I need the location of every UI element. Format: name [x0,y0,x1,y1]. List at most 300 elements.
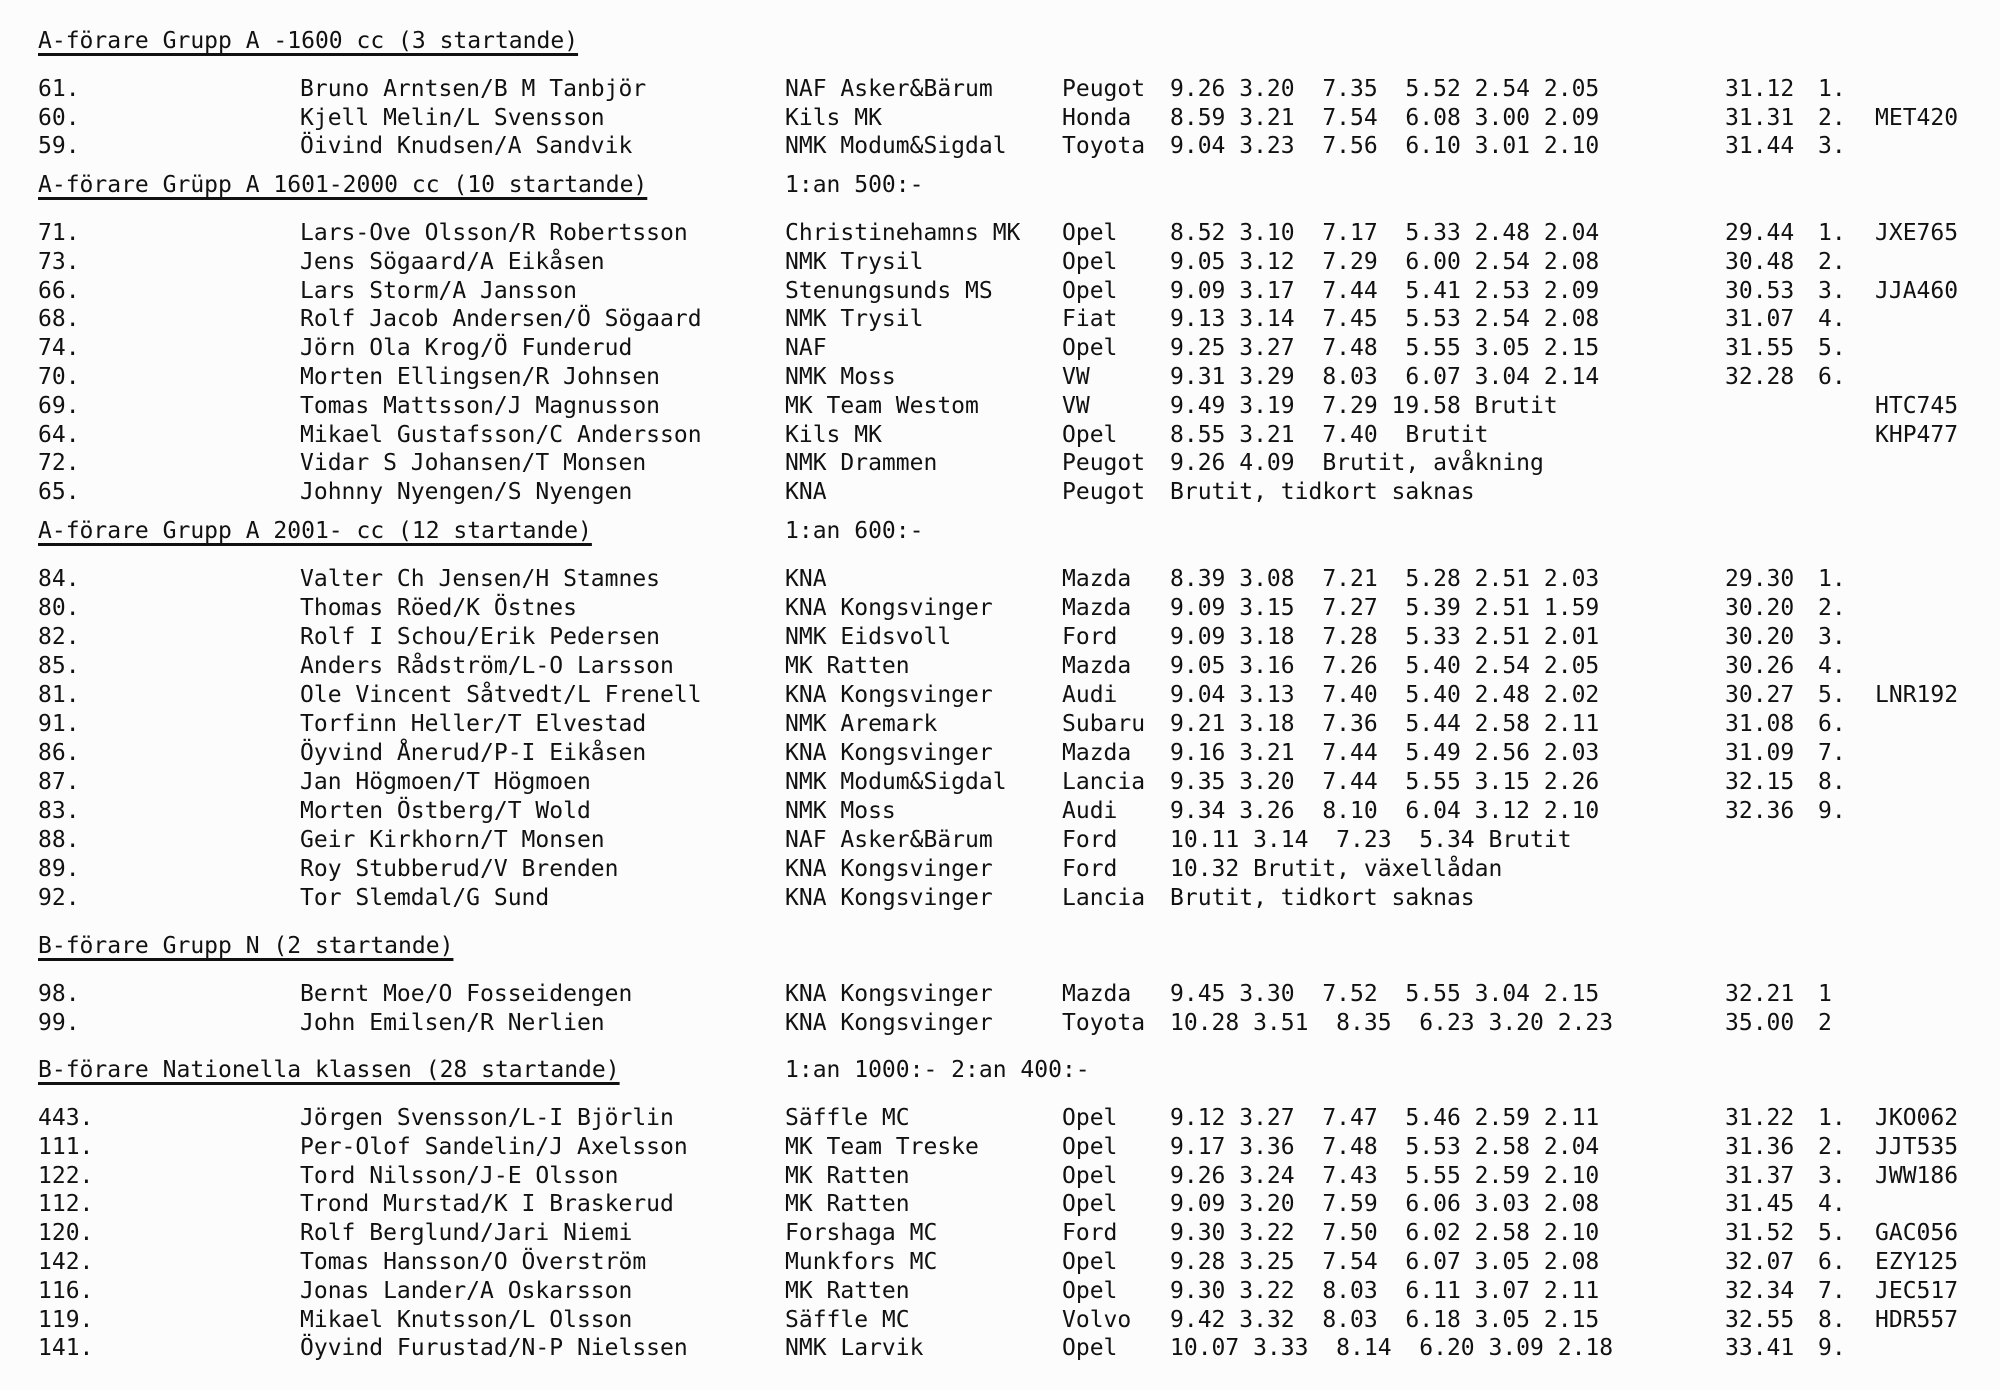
club: KNA [785,566,827,592]
total-time: 30.20 [1725,595,1795,621]
club: KNA Kongsvinger [785,682,993,708]
car-make: Toyota [1062,1009,1146,1036]
club: NMK Modum&Sigdal [785,133,1007,159]
result-row [0,1307,2000,1335]
crew-names: Per-Olof Sandelin/J Axelsson [300,1133,688,1160]
total-time: 32.34 [1725,1277,1795,1304]
car-make: Mazda [1062,566,1132,592]
club: Forshaga MC [785,1220,938,1247]
placing: 2. [1818,248,1846,275]
placing: 8. [1818,769,1846,795]
total-time: 31.07 [1725,306,1795,333]
section-header [38,28,578,58]
crew-names: Jonas Lander/A Oskarsson [300,1277,633,1304]
registration: JJA460 [1875,277,1959,304]
crew-names: Thomas Röed/K Östnes [300,595,577,621]
club: MK Team Treske [785,1133,979,1160]
stage-times: 9.09 3.18 7.28 5.33 2.51 2.01 [1170,624,1600,650]
crew-names: Mikael Gustafsson/C Andersson [300,421,702,448]
club: KNA [785,479,827,506]
car-make: Audi [1062,682,1118,708]
car-make: Fiat [1062,306,1118,333]
crew-names: Öyvind Ånerud/P-I Eikåsen [300,740,647,766]
stage-times: 9.09 3.15 7.27 5.39 2.51 1.59 [1170,595,1600,621]
car-make: Opel [1062,1162,1118,1189]
start-number: 60. [38,104,80,131]
stage-times: 9.05 3.16 7.26 5.40 2.54 2.05 [1170,653,1600,679]
club: MK Ratten [785,1162,910,1189]
result-row [0,711,2000,739]
car-make: Opel [1062,421,1118,448]
stage-times: 9.16 3.21 7.44 5.49 2.56 2.03 [1170,740,1600,766]
total-time: 31.22 [1725,1105,1795,1131]
registration: HTC745 [1875,392,1959,419]
stage-times: 9.26 4.09 Brutit, avåkning [1170,450,1544,477]
start-number: 80. [38,595,80,621]
start-number: 98. [38,981,80,1007]
section-header [38,933,453,963]
crew-names: Trond Murstad/K I Braskerud [300,1191,674,1218]
car-make: Subaru [1062,711,1146,737]
start-number: 91. [38,711,80,737]
club: KNA Kongsvinger [785,740,993,766]
car-make: Ford [1062,1220,1118,1247]
placing: 7. [1818,1277,1846,1304]
start-number: 85. [38,653,80,679]
placing: 1. [1818,76,1846,102]
section-title: B-förare Grupp N (2 startande) [38,933,454,959]
result-row [0,1134,2000,1162]
result-row [0,595,2000,623]
car-make: Mazda [1062,595,1132,621]
club: KNA Kongsvinger [785,856,993,882]
section-title: A-förare Grupp A -1600 cc (3 startande) [38,28,579,54]
total-time: 35.00 [1725,1009,1795,1036]
car-make: Opel [1062,220,1118,246]
registration: LNR192 [1875,682,1959,708]
stage-times: 9.49 3.19 7.29 19.58 Brutit [1170,392,1558,419]
stage-times: 9.13 3.14 7.45 5.53 2.54 2.08 [1170,306,1600,333]
crew-names: Rolf I Schou/Erik Pedersen [300,624,661,650]
club: NAF [785,335,827,362]
crew-names: Valter Ch Jensen/H Stamnes [300,566,661,592]
club: MK Team Westom [785,392,979,419]
total-time: 31.37 [1725,1162,1795,1189]
club: Kils MK [785,421,882,448]
car-make: Opel [1062,1191,1118,1218]
section-prize: 1:an 1000:- 2:an 400:- [785,1057,1090,1083]
registration: JWW186 [1875,1162,1959,1189]
car-make: Mazda [1062,653,1132,679]
car-make: Lancia [1062,885,1146,911]
result-row [0,306,2000,334]
total-time: 29.30 [1725,566,1795,592]
placing: 2. [1818,1133,1846,1160]
registration: JXE765 [1875,220,1959,246]
club: Säffle MC [785,1306,910,1333]
club: KNA Kongsvinger [785,595,993,621]
result-row [0,1105,2000,1133]
club: NAF Asker&Bärum [785,827,993,853]
total-time: 30.20 [1725,624,1795,650]
stage-times: 9.30 3.22 8.03 6.11 3.07 2.11 [1170,1277,1600,1304]
result-row [0,1335,2000,1363]
stage-times: 9.26 3.20 7.35 5.52 2.54 2.05 [1170,76,1600,102]
result-row [0,76,2000,104]
stage-times: 10.07 3.33 8.14 6.20 3.09 2.18 [1170,1335,1614,1362]
car-make: Peugot [1062,450,1146,477]
club: NMK Trysil [785,248,924,275]
result-row [0,653,2000,681]
crew-names: Bernt Moe/O Fosseidengen [300,981,633,1007]
crew-names: Tord Nilsson/J-E Olsson [300,1162,619,1189]
result-row [0,1191,2000,1219]
crew-names: Jörn Ola Krog/Ö Funderud [300,335,633,362]
result-row [0,1163,2000,1191]
section-prize: 1:an 600:- [785,518,924,544]
car-make: Opel [1062,1133,1118,1160]
placing: 2 [1818,1009,1832,1036]
placing: 6. [1818,1249,1846,1275]
stage-times: 10.32 Brutit, växellådan [1170,856,1503,882]
total-time: 31.52 [1725,1220,1795,1247]
start-number: 120. [38,1220,94,1247]
crew-names: Jörgen Svensson/L-I Björlin [300,1105,674,1131]
car-make: VW [1062,364,1090,390]
start-number: 111. [38,1133,94,1160]
club: NMK Modum&Sigdal [785,769,1007,795]
placing: 1 [1818,981,1832,1007]
result-row [0,393,2000,421]
crew-names: Rolf Berglund/Jari Niemi [300,1220,633,1247]
club: Christinehamns MK [785,220,1021,246]
section-prize: 1:an 500:- [785,172,924,198]
placing: 4. [1818,306,1846,333]
crew-names: Tomas Hansson/O Överström [300,1249,647,1275]
placing: 5. [1818,335,1846,362]
club: Stenungsunds MS [785,277,993,304]
club: Säffle MC [785,1105,910,1131]
crew-names: Anders Rådström/L-O Larsson [300,653,674,679]
crew-names: Torfinn Heller/T Elvestad [300,711,647,737]
club: Kils MK [785,104,882,131]
stage-times: 9.04 3.23 7.56 6.10 3.01 2.10 [1170,133,1600,159]
car-make: Ford [1062,856,1118,882]
stage-times: Brutit, tidkort saknas [1170,479,1475,506]
placing: 9. [1818,1335,1846,1362]
car-make: Ford [1062,624,1118,650]
stage-times: 9.26 3.24 7.43 5.55 2.59 2.10 [1170,1162,1600,1189]
result-row [0,798,2000,826]
result-row [0,335,2000,363]
result-row [0,981,2000,1009]
stage-times: 8.52 3.10 7.17 5.33 2.48 2.04 [1170,220,1600,246]
stage-times: 9.35 3.20 7.44 5.55 3.15 2.26 [1170,769,1600,795]
result-row [0,364,2000,392]
stage-times: 9.31 3.29 8.03 6.07 3.04 2.14 [1170,364,1600,390]
start-number: 73. [38,248,80,275]
result-row [0,1249,2000,1277]
club: KNA Kongsvinger [785,1009,993,1036]
crew-names: Tor Slemdal/G Sund [300,885,550,911]
stage-times: 8.55 3.21 7.40 Brutit [1170,421,1489,448]
stage-times: 9.28 3.25 7.54 6.07 3.05 2.08 [1170,1249,1600,1275]
car-make: VW [1062,392,1090,419]
registration: HDR557 [1875,1306,1959,1333]
stage-times: 9.09 3.20 7.59 6.06 3.03 2.08 [1170,1191,1600,1218]
start-number: 116. [38,1277,94,1304]
stage-times: 9.09 3.17 7.44 5.41 2.53 2.09 [1170,277,1600,304]
car-make: Opel [1062,1335,1118,1362]
crew-names: Tomas Mattsson/J Magnusson [300,392,661,419]
registration: JKO062 [1875,1105,1959,1131]
placing: 1. [1818,1105,1846,1131]
club: NMK Moss [785,798,896,824]
total-time: 33.41 [1725,1335,1795,1362]
placing: 9. [1818,798,1846,824]
start-number: 86. [38,740,80,766]
start-number: 141. [38,1335,94,1362]
crew-names: Jens Sögaard/A Eikåsen [300,248,605,275]
section-header [38,172,924,202]
car-make: Opel [1062,1277,1118,1304]
total-time: 30.48 [1725,248,1795,275]
placing: 3. [1818,277,1846,304]
placing: 2. [1818,104,1846,131]
start-number: 81. [38,682,80,708]
start-number: 88. [38,827,80,853]
total-time: 30.26 [1725,653,1795,679]
start-number: 70. [38,364,80,390]
start-number: 92. [38,885,80,911]
crew-names: Johnny Nyengen/S Nyengen [300,479,633,506]
registration: KHP477 [1875,421,1959,448]
start-number: 68. [38,306,80,333]
result-row [0,856,2000,884]
start-number: 99. [38,1009,80,1036]
placing: 1. [1818,220,1846,246]
total-time: 31.36 [1725,1133,1795,1160]
total-time: 32.07 [1725,1249,1795,1275]
result-row [0,624,2000,652]
crew-names: Geir Kirkhorn/T Monsen [300,827,605,853]
placing: 3. [1818,133,1846,159]
car-make: Audi [1062,798,1118,824]
registration: MET420 [1875,104,1959,131]
placing: 7. [1818,740,1846,766]
crew-names: Lars Storm/A Jansson [300,277,577,304]
result-row [0,769,2000,797]
result-row [0,1010,2000,1038]
start-number: 69. [38,392,80,419]
stage-times: 8.59 3.21 7.54 6.08 3.00 2.09 [1170,104,1600,131]
car-make: Ford [1062,827,1118,853]
start-number: 89. [38,856,80,882]
start-number: 65. [38,479,80,506]
placing: 5. [1818,682,1846,708]
start-number: 84. [38,566,80,592]
result-row [0,249,2000,277]
total-time: 31.09 [1725,740,1795,766]
start-number: 61. [38,76,80,102]
stage-times: 9.30 3.22 7.50 6.02 2.58 2.10 [1170,1220,1600,1247]
total-time: 31.44 [1725,133,1795,159]
start-number: 66. [38,277,80,304]
result-row [0,105,2000,133]
car-make: Peugot [1062,76,1146,102]
club: NMK Moss [785,364,896,390]
start-number: 122. [38,1162,94,1189]
stage-times: 9.34 3.26 8.10 6.04 3.12 2.10 [1170,798,1600,824]
car-make: Mazda [1062,740,1132,766]
start-number: 64. [38,421,80,448]
result-row [0,278,2000,306]
car-make: Opel [1062,1249,1118,1275]
start-number: 72. [38,450,80,477]
car-make: Opel [1062,277,1118,304]
start-number: 71. [38,220,80,246]
placing: 1. [1818,566,1846,592]
start-number: 142. [38,1249,94,1275]
start-number: 443. [38,1105,94,1131]
crew-names: Mikael Knutsson/L Olsson [300,1306,633,1333]
crew-names: Ole Vincent Såtvedt/L Frenell [300,682,702,708]
registration: GAC056 [1875,1220,1959,1247]
car-make: Volvo [1062,1306,1132,1333]
car-make: Peugot [1062,479,1146,506]
crew-names: Öivind Knudsen/A Sandvik [300,133,633,159]
crew-names: Morten Ellingsen/R Johnsen [300,364,661,390]
car-make: Lancia [1062,769,1146,795]
total-time: 32.28 [1725,364,1795,390]
stage-times: 9.17 3.36 7.48 5.53 2.58 2.04 [1170,1133,1600,1160]
total-time: 31.45 [1725,1191,1795,1218]
total-time: 31.31 [1725,104,1795,131]
stage-times: 9.45 3.30 7.52 5.55 3.04 2.15 [1170,981,1600,1007]
car-make: Mazda [1062,981,1132,1007]
start-number: 82. [38,624,80,650]
stage-times: 10.28 3.51 8.35 6.23 3.20 2.23 [1170,1009,1614,1036]
club: NMK Eidsvoll [785,624,952,650]
result-row [0,566,2000,594]
crew-names: Lars-Ove Olsson/R Robertsson [300,220,688,246]
total-time: 32.36 [1725,798,1795,824]
stage-times: Brutit, tidkort saknas [1170,885,1475,911]
stage-times: 8.39 3.08 7.21 5.28 2.51 2.03 [1170,566,1600,592]
result-row [0,827,2000,855]
club: MK Ratten [785,1191,910,1218]
crew-names: Vidar S Johansen/T Monsen [300,450,647,477]
result-row [0,682,2000,710]
placing: 4. [1818,653,1846,679]
car-make: Honda [1062,104,1132,131]
stage-times: 9.04 3.13 7.40 5.40 2.48 2.02 [1170,682,1600,708]
stage-times: 9.42 3.32 8.03 6.18 3.05 2.15 [1170,1306,1600,1333]
crew-names: Morten Östberg/T Wold [300,798,591,824]
total-time: 31.55 [1725,335,1795,362]
total-time: 32.21 [1725,981,1795,1007]
car-make: Opel [1062,335,1118,362]
placing: 4. [1818,1191,1846,1218]
club: NMK Drammen [785,450,938,477]
placing: 5. [1818,1220,1846,1247]
result-row [0,885,2000,913]
section-header [38,518,924,548]
car-make: Opel [1062,248,1118,275]
club: MK Ratten [785,1277,910,1304]
section-title: B-förare Nationella klassen (28 startande) [38,1057,620,1083]
start-number: 59. [38,133,80,159]
club: Munkfors MC [785,1249,938,1275]
total-time: 29.44 [1725,220,1795,246]
placing: 6. [1818,711,1846,737]
club: KNA Kongsvinger [785,981,993,1007]
crew-names: Rolf Jacob Andersen/Ö Sögaard [300,306,702,333]
section-header [38,1057,1090,1087]
placing: 6. [1818,364,1846,390]
stage-times: 9.25 3.27 7.48 5.55 3.05 2.15 [1170,335,1600,362]
result-row [0,479,2000,507]
crew-names: Öyvind Furustad/N-P Nielssen [300,1335,688,1362]
result-row [0,740,2000,768]
start-number: 112. [38,1191,94,1218]
crew-names: Kjell Melin/L Svensson [300,104,605,131]
start-number: 119. [38,1306,94,1333]
start-number: 87. [38,769,80,795]
registration: JEC517 [1875,1277,1959,1304]
club: NMK Larvik [785,1335,924,1362]
total-time: 31.12 [1725,76,1795,102]
club: MK Ratten [785,653,910,679]
stage-times: 10.11 3.14 7.23 5.34 Brutit [1170,827,1572,853]
total-time: 30.27 [1725,682,1795,708]
placing: 3. [1818,1162,1846,1189]
club: NMK Trysil [785,306,924,333]
crew-names: Roy Stubberud/V Brenden [300,856,619,882]
placing: 8. [1818,1306,1846,1333]
car-make: Toyota [1062,133,1146,159]
registration: EZY125 [1875,1249,1959,1275]
club: NAF Asker&Bärum [785,76,993,102]
placing: 3. [1818,624,1846,650]
result-row [0,422,2000,450]
total-time: 31.08 [1725,711,1795,737]
start-number: 83. [38,798,80,824]
car-make: Opel [1062,1105,1118,1131]
total-time: 30.53 [1725,277,1795,304]
crew-names: John Emilsen/R Nerlien [300,1009,605,1036]
crew-names: Bruno Arntsen/B M Tanbjör [300,76,647,102]
club: NMK Aremark [785,711,938,737]
crew-names: Jan Högmoen/T Högmoen [300,769,591,795]
total-time: 32.55 [1725,1306,1795,1333]
stage-times: 9.21 3.18 7.36 5.44 2.58 2.11 [1170,711,1600,737]
placing: 2. [1818,595,1846,621]
result-row [0,1278,2000,1306]
section-title: A-förare Grupp A 2001- cc (12 startande) [38,518,592,544]
start-number: 74. [38,335,80,362]
result-row [0,450,2000,478]
total-time: 32.15 [1725,769,1795,795]
stage-times: 9.05 3.12 7.29 6.00 2.54 2.08 [1170,248,1600,275]
stage-times: 9.12 3.27 7.47 5.46 2.59 2.11 [1170,1105,1600,1131]
section-title: A-förare Grüpp A 1601-2000 cc (10 startande) [38,172,648,198]
registration: JJT535 [1875,1133,1959,1160]
result-row [0,133,2000,161]
club: KNA Kongsvinger [785,885,993,911]
result-row [0,220,2000,248]
result-row [0,1220,2000,1248]
